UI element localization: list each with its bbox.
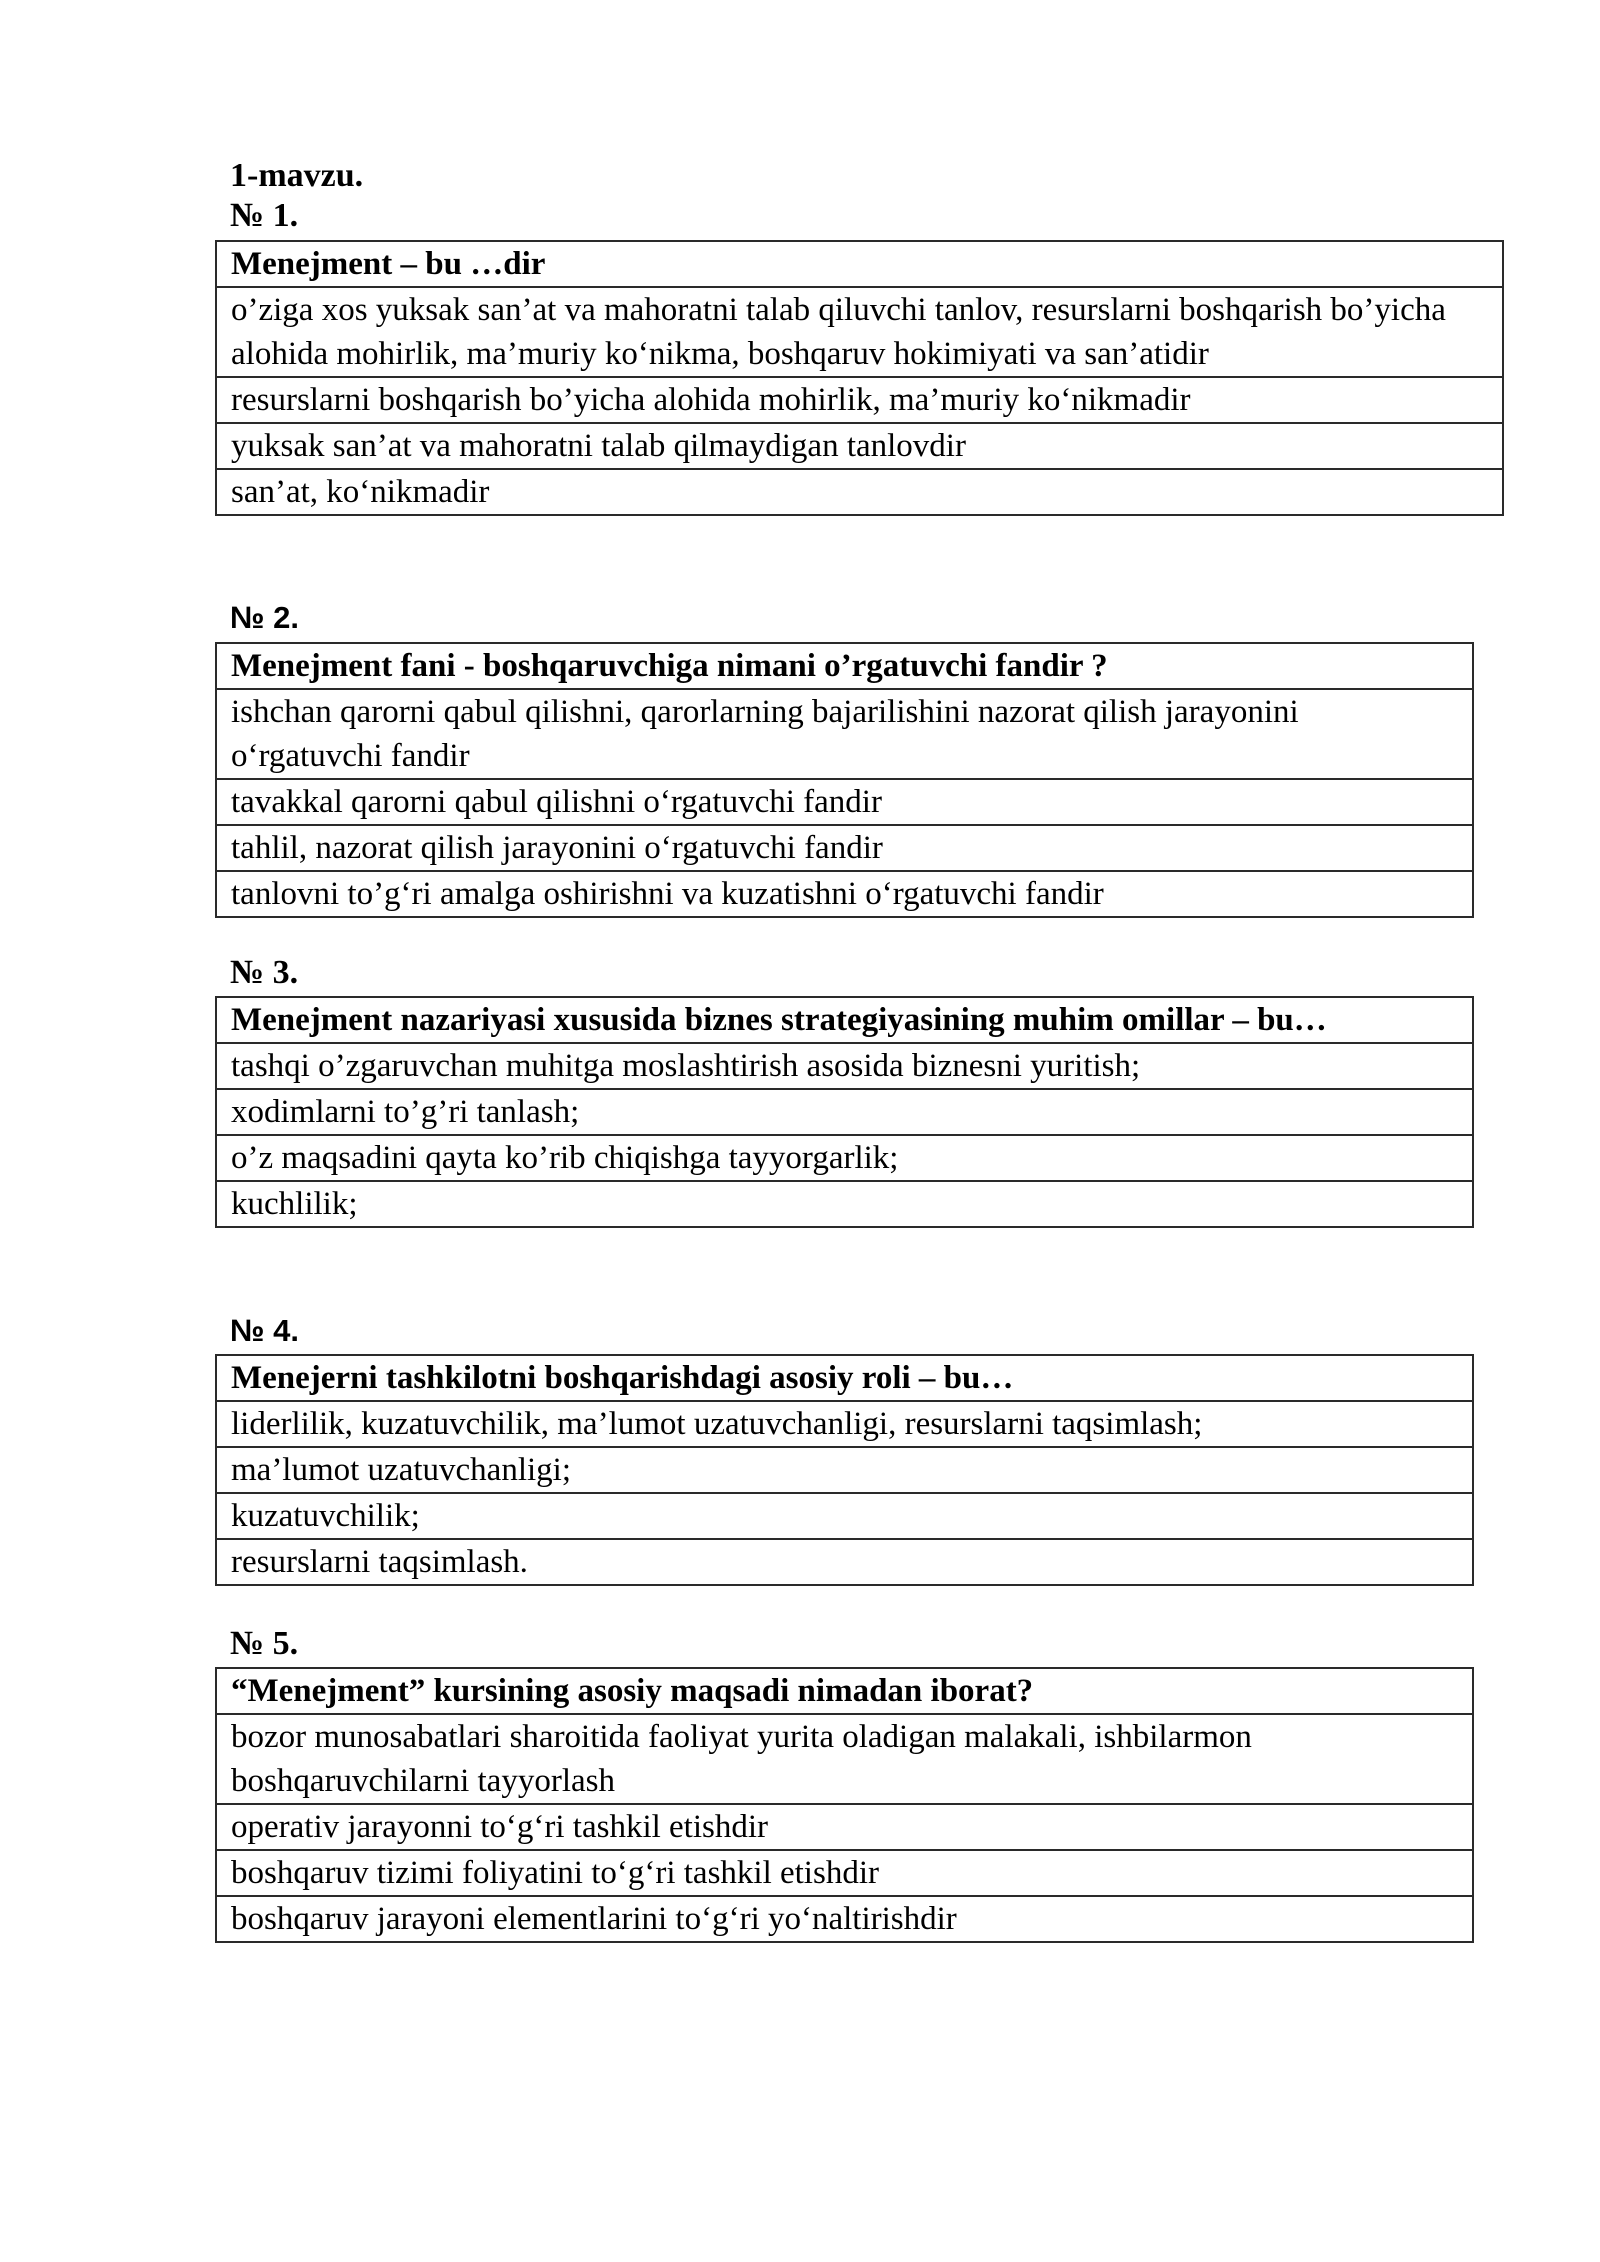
question-table xyxy=(215,996,1474,1228)
answer-option: ma’lumot uzatuvchanligi; xyxy=(216,1447,1473,1493)
question-number: № 4. xyxy=(230,1313,300,1348)
answer-option-row xyxy=(216,1804,1473,1850)
question-row xyxy=(216,241,1503,287)
answer-option-row xyxy=(216,689,1473,779)
answer-option-row xyxy=(216,1896,1473,1942)
answer-option-row xyxy=(216,871,1473,917)
question-row xyxy=(216,997,1473,1043)
answer-option: resurslarni boshqarish bo’yicha alohida mohirlik, ma’muriy ko‘nikmadir xyxy=(216,377,1503,423)
answer-option-row xyxy=(216,779,1473,825)
question-text: Menejment nazariyasi xususida biznes strategiyasining muhim omillar – bu… xyxy=(216,997,1473,1043)
answer-option-row xyxy=(216,423,1503,469)
answer-option-row xyxy=(216,825,1473,871)
answer-option: liderlilik, kuzatuvchilik, ma’lumot uzatuvchanligi, resurslarni taqsimlash; xyxy=(216,1401,1473,1447)
question-text: Menejment – bu …dir xyxy=(216,241,1503,287)
answer-option-row xyxy=(216,1135,1473,1181)
answer-option-row xyxy=(216,1089,1473,1135)
answer-option: tashqi o’zgaruvchan muhitga moslashtirish asosida biznesni yuritish; xyxy=(216,1043,1473,1089)
answer-option-row xyxy=(216,1447,1473,1493)
question-table xyxy=(215,240,1504,516)
answer-option-row xyxy=(216,1539,1473,1585)
answer-option-row xyxy=(216,287,1503,377)
answer-option: o’ziga xos yuksak san’at va mahoratni talab qiluvchi tanlov, resurslarni boshqarish bo’yicha alohida mohirlik, ma’muriy ko‘nikma, boshqaruv hokimiyati va san’atidir xyxy=(216,287,1503,377)
question-table xyxy=(215,1667,1474,1943)
question-number: № 5. xyxy=(230,1625,299,1662)
question-text: “Menejment” kursining asosiy maqsadi nimadan iborat? xyxy=(216,1668,1473,1714)
question-table xyxy=(215,1354,1474,1586)
answer-option: operativ jarayonni to‘g‘ri tashkil etishdir xyxy=(216,1804,1473,1850)
answer-option: bozor munosabatlari sharoitida faoliyat yurita oladigan malakali, ishbilarmon boshqaruvchilarni tayyorlash xyxy=(216,1714,1473,1804)
topic-title: 1-mavzu. xyxy=(230,157,364,194)
answer-option-row xyxy=(216,1181,1473,1227)
answer-option: xodimlarni to’g’ri tanlash; xyxy=(216,1089,1473,1135)
answer-option-row xyxy=(216,1714,1473,1804)
answer-option: boshqaruv tizimi foliyatini to‘g‘ri tashkil etishdir xyxy=(216,1850,1473,1896)
question-row xyxy=(216,643,1473,689)
answer-option: tanlovni to’g‘ri amalga oshirishni va kuzatishni o‘rgatuvchi fandir xyxy=(216,871,1473,917)
question-table xyxy=(215,642,1474,918)
answer-option-row xyxy=(216,1043,1473,1089)
question-row xyxy=(216,1668,1473,1714)
answer-option-row xyxy=(216,1493,1473,1539)
answer-option: tavakkal qarorni qabul qilishni o‘rgatuvchi fandir xyxy=(216,779,1473,825)
answer-option-row xyxy=(216,1401,1473,1447)
answer-option: san’at, ko‘nikmadir xyxy=(216,469,1503,515)
answer-option: ishchan qarorni qabul qilishni, qarorlarning bajarilishini nazorat qilish jarayonini o‘rgatuvchi fandir xyxy=(216,689,1473,779)
answer-option: yuksak san’at va mahoratni talab qilmaydigan tanlovdir xyxy=(216,423,1503,469)
question-number: № 2. xyxy=(230,600,300,635)
answer-option-row xyxy=(216,1850,1473,1896)
question-text: Menejerni tashkilotni boshqarishdagi asosiy roli – bu… xyxy=(216,1355,1473,1401)
answer-option: boshqaruv jarayoni elementlarini to‘g‘ri yo‘naltirishdir xyxy=(216,1896,1473,1942)
answer-option: kuzatuvchilik; xyxy=(216,1493,1473,1539)
answer-option: resurslarni taqsimlash. xyxy=(216,1539,1473,1585)
question-number: № 3. xyxy=(230,954,299,991)
question-row xyxy=(216,1355,1473,1401)
answer-option: tahlil, nazorat qilish jarayonini o‘rgatuvchi fandir xyxy=(216,825,1473,871)
question-number: № 1. xyxy=(230,197,299,234)
question-text: Menejment fani - boshqaruvchiga nimani o’rgatuvchi fandir ? xyxy=(216,643,1473,689)
answer-option-row xyxy=(216,469,1503,515)
answer-option: kuchlilik; xyxy=(216,1181,1473,1227)
answer-option: o’z maqsadini qayta ko’rib chiqishga tayyorgarlik; xyxy=(216,1135,1473,1181)
answer-option-row xyxy=(216,377,1503,423)
